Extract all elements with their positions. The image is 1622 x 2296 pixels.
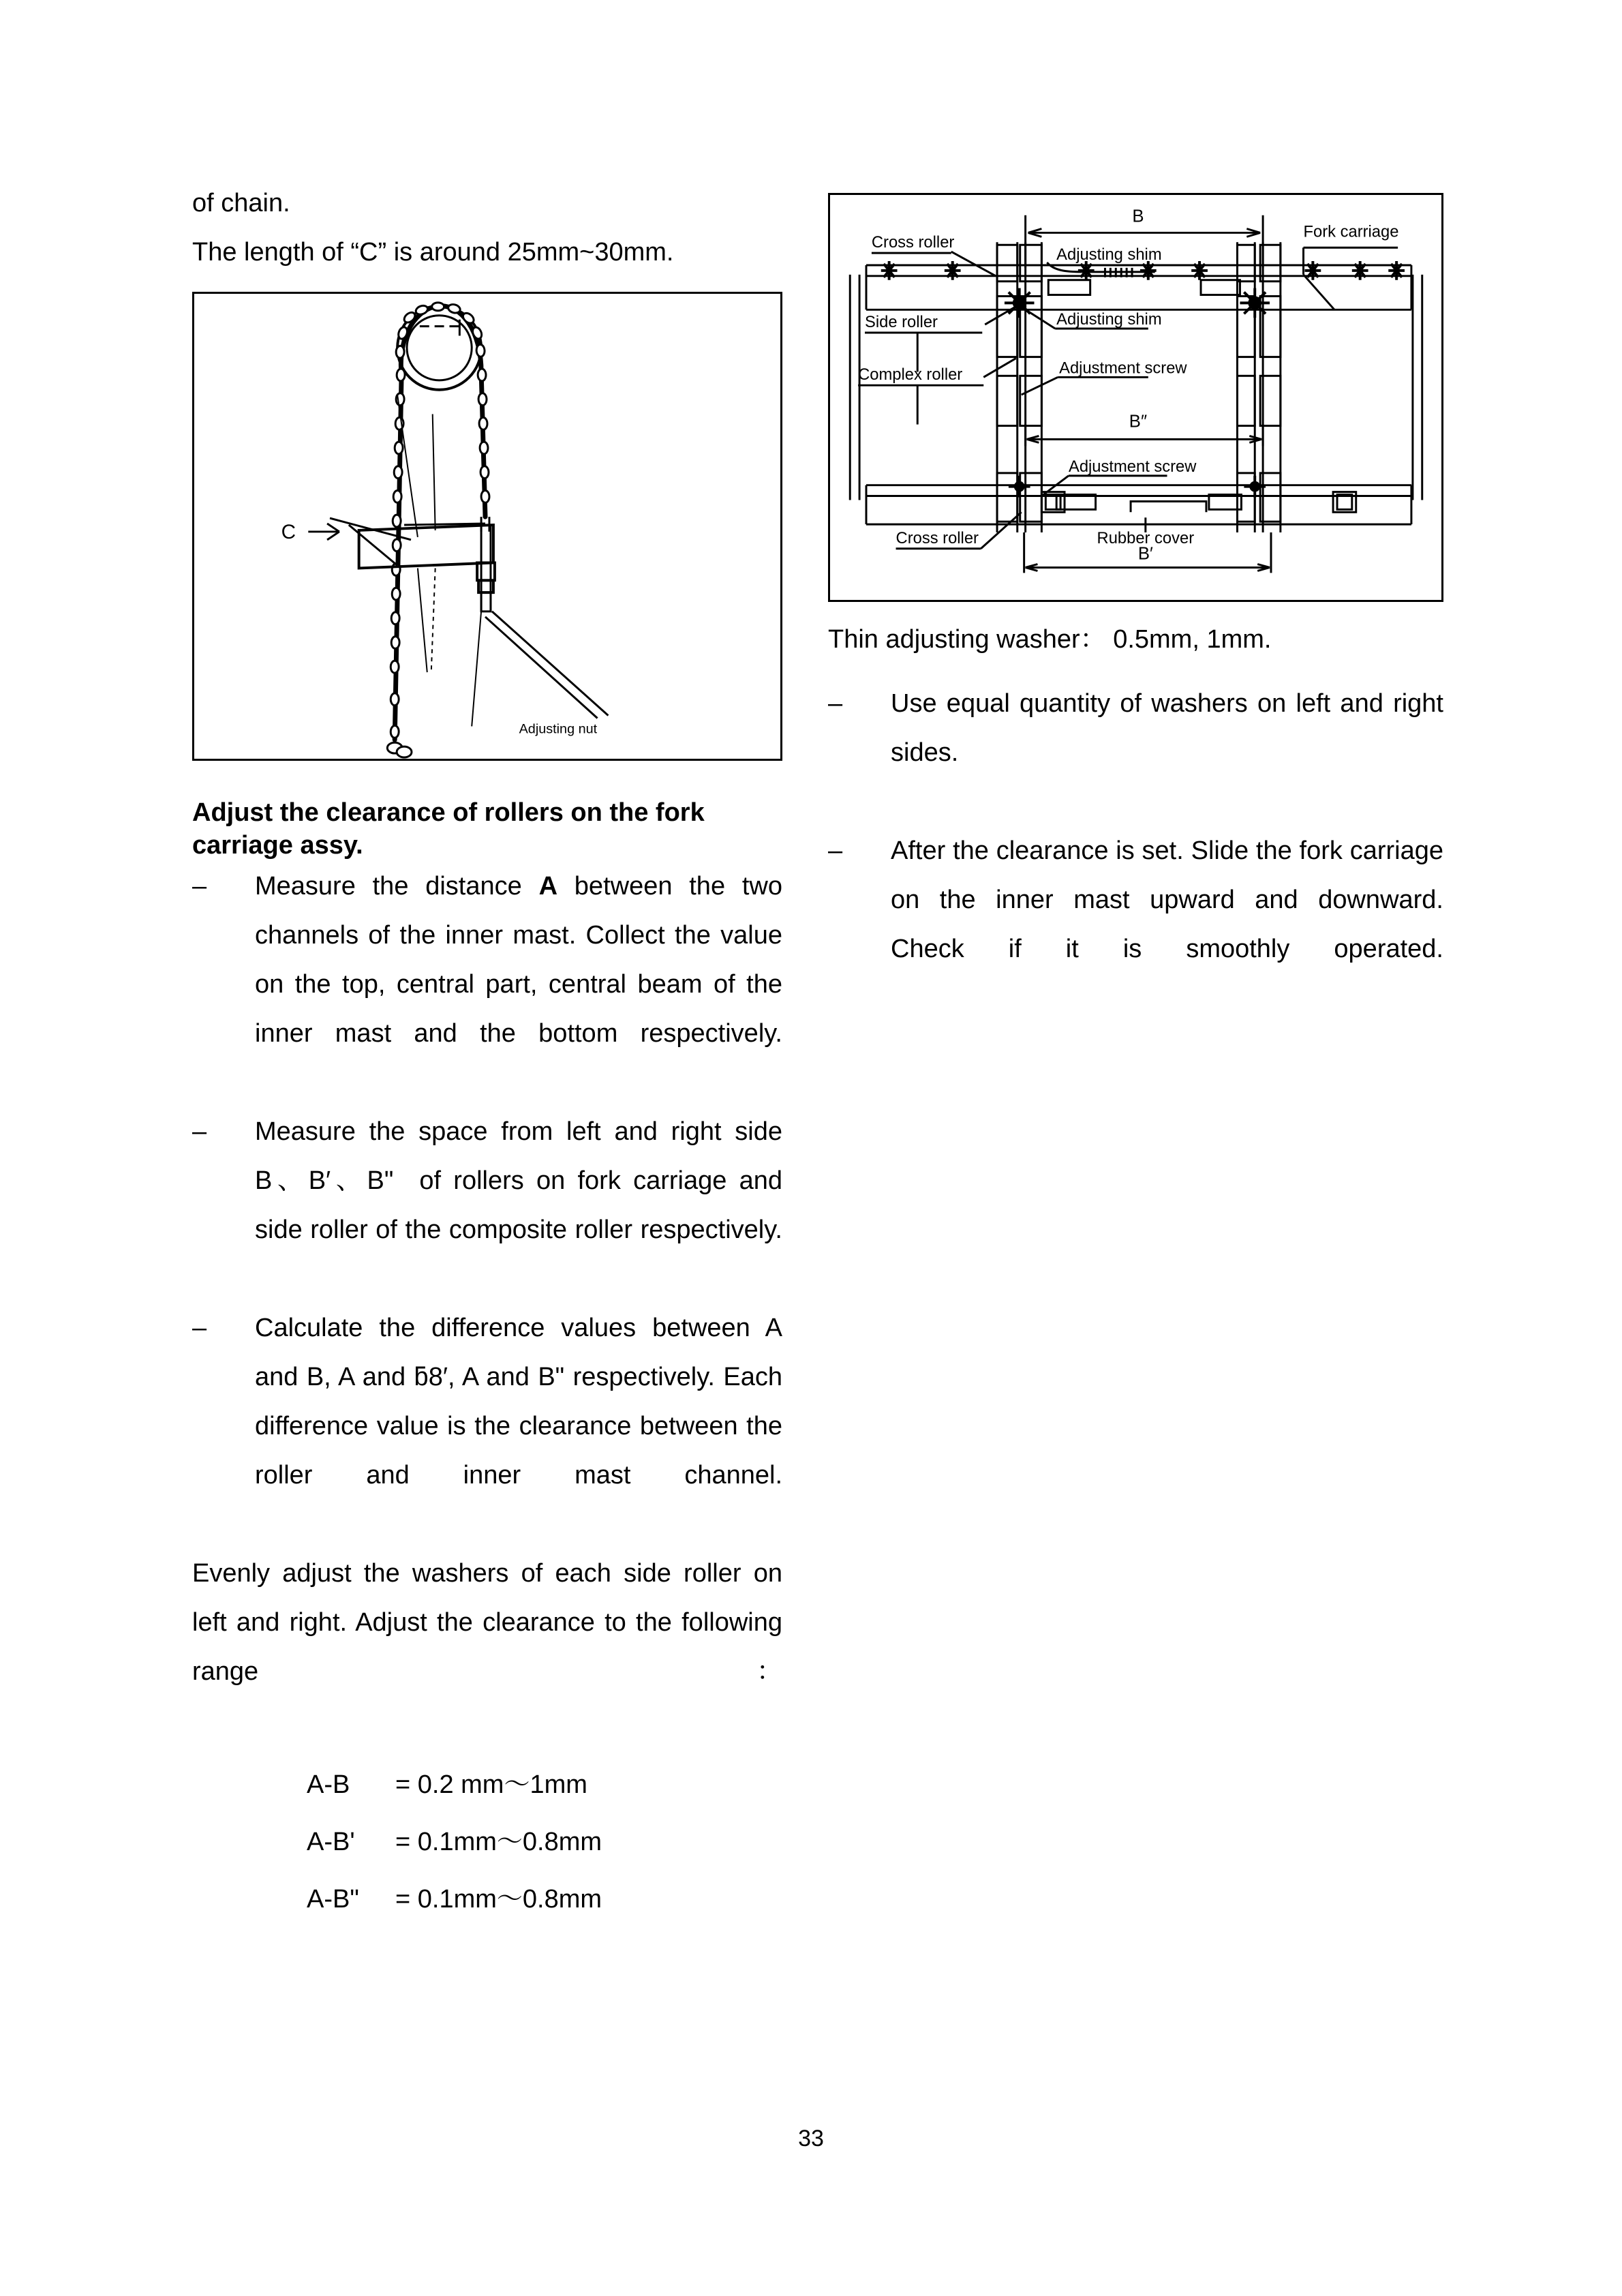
equation-row bbox=[192, 1871, 782, 1928]
fork-carriage-diagram-svg bbox=[830, 195, 1441, 600]
bullet-slide-fork-carriage bbox=[828, 826, 1443, 1023]
section-heading: Adjust the clearance of rollers on the fork carriage assy. bbox=[192, 798, 705, 860]
figure-chain-adjustment bbox=[192, 292, 782, 761]
figure-label-rubber-cover: Rubber cover bbox=[1097, 528, 1195, 547]
bullet-marker: – bbox=[192, 1314, 207, 1342]
intro-line-2: The length of “C” is around 25mm~30mm. bbox=[192, 238, 674, 267]
equation-row bbox=[192, 1813, 782, 1871]
figure-label-adjusting-shim-mid: Adjusting shim bbox=[1056, 310, 1162, 329]
bullet-text: Use equal quantity of washers on left and right sides. bbox=[891, 689, 1443, 767]
bullet-marker: – bbox=[192, 1117, 207, 1146]
figure-label-cross-roller-top: Cross roller bbox=[871, 233, 955, 252]
bullet-text-after-bold: between the two channels of the inner mast. Collect the value on the top, central part, central beam of the inner mast and the bottom respectively. bbox=[255, 872, 782, 1048]
bullet-text-before-bold: Measure the distance bbox=[255, 872, 539, 901]
bullet-text: After the clearance is set. Slide the fork carriage on the inner mast upward and downward. Check if it is smoothly operated. bbox=[891, 836, 1443, 963]
left-column bbox=[192, 179, 782, 277]
equation-rhs: = 0.2 mm～1mm bbox=[395, 1770, 587, 1799]
bullet-calculate-difference bbox=[192, 1303, 782, 1549]
figure-label-b-prime: B′ bbox=[1137, 544, 1153, 564]
equation-rhs: = 0.1mm～0.8mm bbox=[395, 1885, 602, 1914]
figure-label-adjustment-screw-upper: Adjustment screw bbox=[1059, 359, 1187, 378]
equation-row bbox=[192, 1756, 782, 1813]
clearance-equations bbox=[192, 1756, 782, 1928]
chain-diagram-svg bbox=[194, 294, 780, 759]
right-column-body bbox=[828, 615, 1443, 1023]
bullet-equal-washers bbox=[828, 679, 1443, 826]
left-column-body bbox=[192, 796, 782, 1928]
closing-paragraph: Evenly adjust the washers of each side roller on left and right. Adjust the clearance to the following range： bbox=[192, 1559, 782, 1686]
bullet-measure-distance-a bbox=[192, 862, 782, 1107]
figure-label-complex-roller: Complex roller bbox=[858, 365, 963, 384]
equation-lhs: A-B bbox=[307, 1770, 350, 1799]
bullet-text: Measure the space from left and right side B、B′、B" of rollers on fork carriage and side roller of the composite roller respectively. bbox=[255, 1117, 782, 1244]
washer-note: Thin adjusting washer： 0.5mm, 1mm. bbox=[828, 625, 1272, 654]
bullet-marker: – bbox=[828, 836, 843, 865]
equation-lhs: A-B" bbox=[307, 1885, 359, 1914]
bullet-marker: – bbox=[828, 689, 843, 718]
intro-line-1: of chain. bbox=[192, 189, 290, 217]
bullet-text bbox=[255, 862, 782, 1107]
figure-fork-carriage-rollers bbox=[828, 193, 1443, 602]
page-number: 33 bbox=[798, 2126, 824, 2151]
figure-chain-label-c: C bbox=[281, 520, 296, 543]
figure-label-adjustment-screw-lower: Adjustment screw bbox=[1068, 457, 1197, 476]
equation-rhs: = 0.1mm～0.8mm bbox=[395, 1828, 602, 1856]
bullet-bold-symbol: A bbox=[538, 872, 558, 901]
figure-label-adjusting-shim-top: Adjusting shim bbox=[1056, 245, 1162, 265]
spacer bbox=[828, 664, 1443, 679]
bullet-measure-space-b bbox=[192, 1107, 782, 1303]
figure-label-cross-roller-bottom: Cross roller bbox=[896, 528, 979, 547]
figure-label-b-double-prime: B″ bbox=[1129, 412, 1148, 432]
equation-lhs: A-B' bbox=[307, 1828, 355, 1856]
figure-chain-label-adjusting-nut: Adjusting nut bbox=[519, 721, 598, 737]
figure-label-fork-carriage: Fork carriage bbox=[1303, 222, 1399, 241]
figure-label-b: B bbox=[1132, 207, 1144, 226]
figure-label-side-roller: Side roller bbox=[865, 313, 938, 332]
bullet-text: Calculate the difference values between A and B, A and ƃ8′, A and B" respectively. Each difference value is the clearance between the roller and inner mast channel. bbox=[255, 1314, 782, 1490]
bullet-marker: – bbox=[192, 872, 207, 901]
